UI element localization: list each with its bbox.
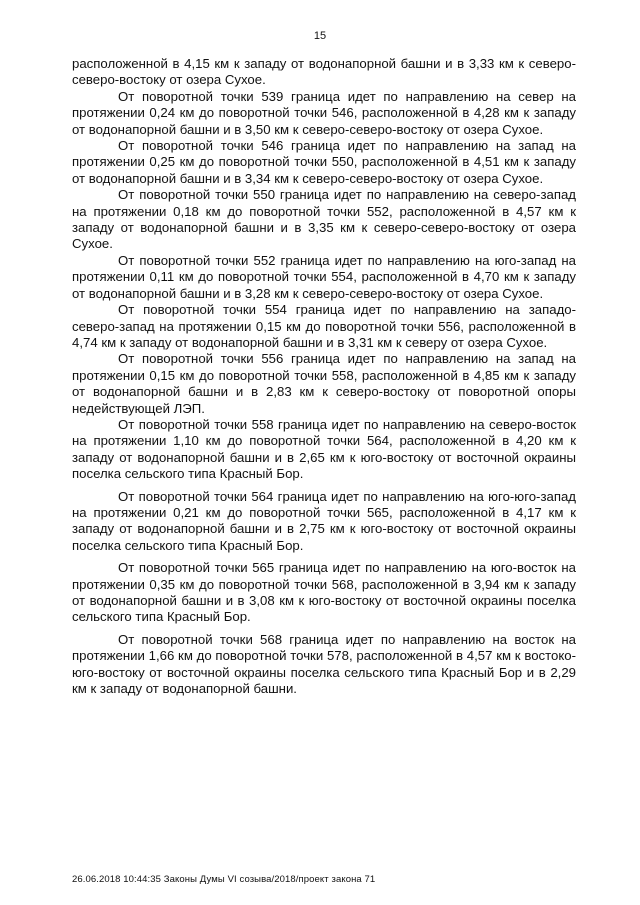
document-body bbox=[72, 56, 576, 697]
paragraph: расположенной в 4,15 км к западу от водонапорной башни и в 3,33 км к северо-северо-востоку от озера Сухое. bbox=[72, 56, 576, 88]
paragraph: От поворотной точки 565 граница идет по направлению на юго-восток на протяжении 0,35 км до поворотной точки 568, расположенной в 3,94 км к западу от водонапорной башни и в 3,08 км к юго-востоку от восточной окраины поселка сельского типа Красный Бор. bbox=[72, 560, 576, 625]
paragraph: От поворотной точки 568 граница идет по направлению на восток на протяжении 1,66 км до поворотной точки 578, расположенной в 4,57 км к востоко-юго-востоку от восточной окраины поселка сельского типа Красный Бор и в 2,29 км к западу от водонапорной башни. bbox=[72, 631, 576, 697]
paragraph: От поворотной точки 550 граница идет по направлению на северо-запад на протяжении 0,18 км до поворотной точки 552, расположенной в 4,57 км к западу от водонапорной башни и в 3,35 км к северо-северо-востоку от озера Сухое. bbox=[72, 187, 576, 252]
paragraph: От поворотной точки 539 граница идет по направлению на север на протяжении 0,24 км до поворотной точки 546, расположенной в 4,28 км к западу от водонапорной башни и в 3,50 км к северо-северо-востоку от озера Сухое. bbox=[72, 88, 576, 137]
paragraph: От поворотной точки 554 граница идет по направлению на западо-северо-запад на протяжении 0,15 км до поворотной точки 556, расположенной в 4,74 км к западу от водонапорной башни и в 3,31 км к северу от озера Сухое. bbox=[72, 302, 576, 350]
paragraph: От поворотной точки 564 граница идет по направлению на юго-юго-запад на протяжении 0,21 км до поворотной точки 565, расположенной в 4,17 км к западу от водонапорной башни и в 2,75 км к юго-востоку от восточной окраины поселка сельского типа Красный Бор. bbox=[72, 488, 576, 553]
paragraph: От поворотной точки 552 граница идет по направлению на юго-запад на протяжении 0,11 км до поворотной точки 554, расположенной в 4,70 км к западу от водонапорной башни и в 3,28 км к северо-северо-востоку от озера Сухое. bbox=[72, 252, 576, 301]
paragraph: От поворотной точки 556 граница идет по направлению на запад на протяжении 0,15 км до поворотной точки 558, расположенной в 4,85 км к западу от водонапорной башни и в 2,83 км к северо-востоку от поворотной опоры недействующей ЛЭП. bbox=[72, 351, 576, 416]
footer-stamp: 26.06.2018 10:44:35 Законы Думы VI созыва/2018/проект закона 71 bbox=[72, 874, 376, 885]
paragraph: От поворотной точки 546 граница идет по направлению на запад на протяжении 0,25 км до поворотной точки 550, расположенной в 4,51 км к западу от водонапорной башни и в 3,34 км к северо-северо-востоку от озера Сухое. bbox=[72, 138, 576, 186]
paragraph: От поворотной точки 558 граница идет по направлению на северо-восток на протяжении 1,10 км до поворотной точки 564, расположенной в 4,20 км к западу от водонапорной башни и в 2,65 км к юго-востоку от восточной окраины поселка сельского типа Красный Бор. bbox=[72, 416, 576, 482]
page-number: 15 bbox=[313, 30, 327, 42]
